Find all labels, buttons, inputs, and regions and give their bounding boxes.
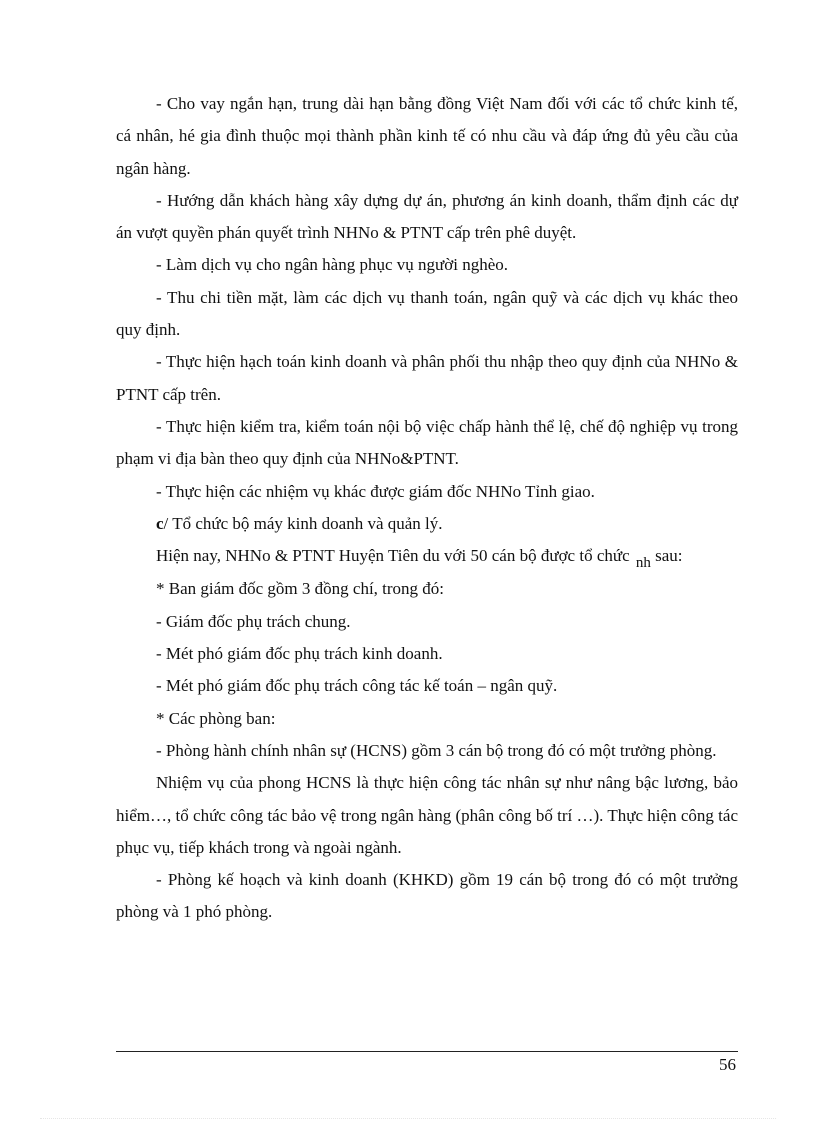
paragraph-khkd: - Phòng kế hoạch và kinh doanh (KHKD) gồm 19 cán bộ trong đó có một trưởng phòng và 1 phó phòng. [116, 870, 738, 922]
document-body [116, 88, 738, 929]
page-bottom-border [40, 1118, 776, 1119]
intro-text-before: Hiện nay, NHNo & PTNT Huyện Tiên du với 50 cán bộ được tổ chức [156, 546, 634, 566]
paragraph-director: - Giám đốc phụ trách chung. [156, 611, 351, 631]
paragraph-departments: * Các phòng ban: [156, 708, 276, 728]
paragraph-project-guidance: - Hướng dẫn khách hàng xây dựng dự án, phương án kinh doanh, thẩm định các dự án vượt quyền phán quyết trình NHNo & PTNT cấp trên phê duyệt. [116, 190, 738, 243]
paragraph-hcns: - Phòng hành chính nhân sự (HCNS) gồm 3 cán bộ trong đó có một trưởng phòng. [156, 740, 717, 760]
paragraph-lending: - Cho vay ngắn hạn, trung dài hạn bằng đồng Việt Nam đối với các tổ chức kinh tế, cá nhân, hé gia đình thuộc mọi thành phần kinh tế có nhu cầu và đáp ứng đủ yêu cầu của ngân hàng. [116, 94, 738, 178]
section-heading [116, 508, 738, 540]
paragraph-deputy-business: - Mét phó giám đốc phụ trách kinh doanh. [156, 644, 443, 664]
paragraph-intro [116, 540, 738, 573]
page-number: 56 [719, 1055, 736, 1074]
paragraph-hcns-duties: Nhiệm vụ của phong HCNS là thực hiện công tác nhân sự như nâng bậc lương, bảo hiểm…, tổ chức công tác bảo vệ trong ngân hàng (phân công bố trí …). Thực hiện công tác phục vụ, tiếp khách trong và ngoài ngành. [116, 773, 738, 857]
paragraph-accounting: - Thực hiện hạch toán kinh doanh và phân phối thu nhập theo quy định của NHNo & PTNT cấp trên. [116, 352, 738, 404]
paragraph-internal-audit: - Thực hiện kiểm tra, kiểm toán nội bộ việc chấp hành thể lệ, chế độ nghiệp vụ trong phạm vi địa bàn theo quy định của NHNo&PTNT. [116, 416, 738, 469]
intro-text-after: sau: [650, 546, 683, 566]
footer-divider [116, 1051, 738, 1052]
section-heading-text: / Tổ chức bộ máy kinh doanh và quản lý. [163, 513, 443, 533]
paragraph-deputy-accounting: - Mét phó giám đốc phụ trách công tác kế toán – ngân quỹ. [156, 676, 558, 696]
paragraph-other-tasks: - Thực hiện các nhiệm vụ khác được giám đốc NHNo Tỉnh giao. [156, 481, 595, 501]
paragraph-cash-services: - Thu chi tiền mặt, làm các dịch vụ thanh toán, ngân quỹ và các dịch vụ khác theo quy định. [116, 287, 738, 340]
section-marker: c [156, 513, 164, 533]
intro-subscript: nh [635, 555, 651, 572]
paragraph-poor-services: - Làm dịch vụ cho ngân hàng phục vụ người nghèo. [156, 255, 508, 275]
paragraph-board: * Ban giám đốc gồm 3 đồng chí, trong đó: [156, 579, 445, 599]
